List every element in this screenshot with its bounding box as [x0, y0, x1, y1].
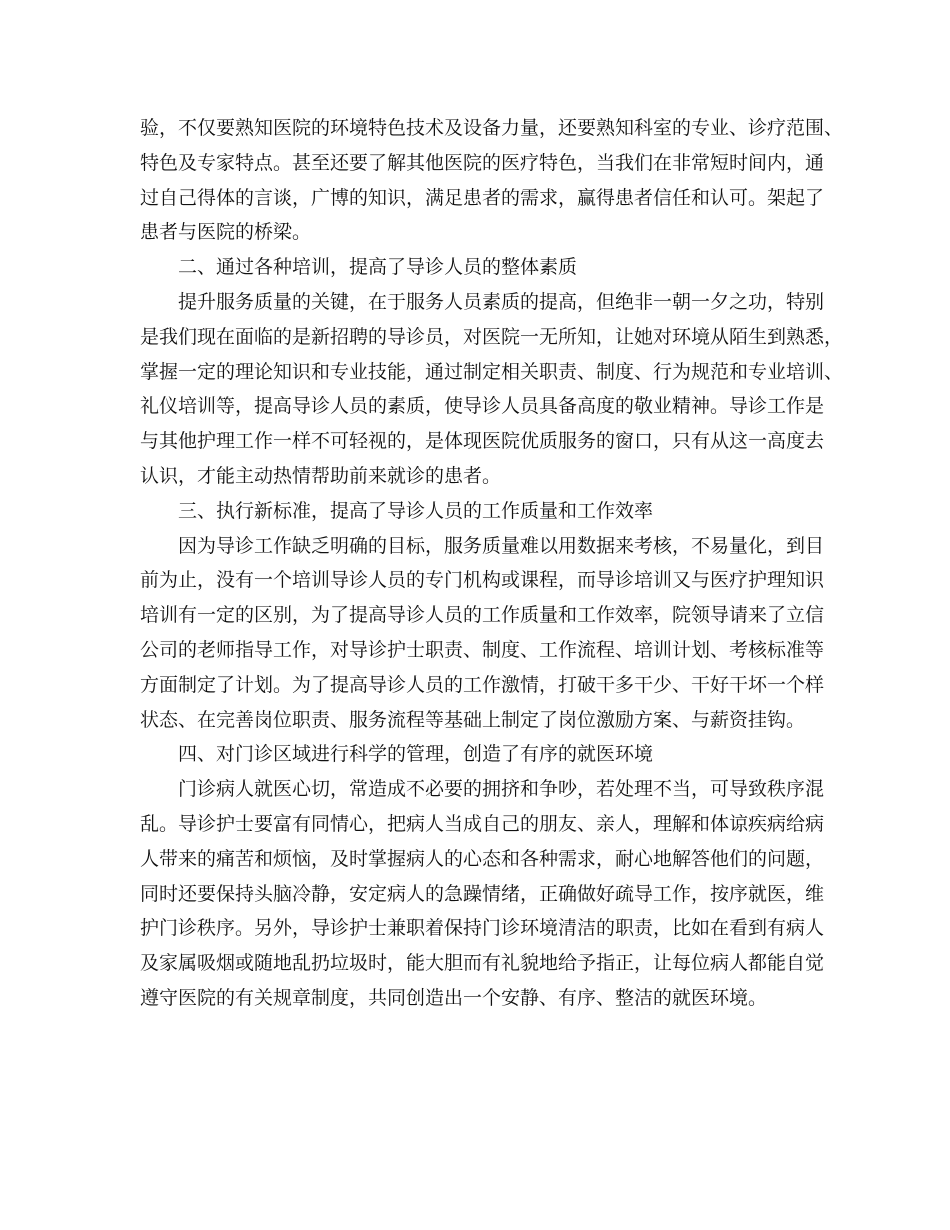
paragraph-start-line: 因为导诊工作缺乏明确的目标，服务质量难以用数据来考核，不易量化，到目 — [178, 534, 825, 557]
text-line: 公司的老师指导工作，对导诊护士职责、制度、工作流程、培训计划、考核标准等 — [140, 638, 825, 661]
text-line: 认识，才能主动热情帮助前来就诊的患者。 — [140, 464, 502, 487]
text-line: 过自己得体的言谈，广博的知识，满足患者的需求，赢得患者信任和认可。架起了 — [140, 186, 825, 209]
paragraph-start-line: 门诊病人就医心切，常造成不必要的拥挤和争吵，若处理不当，可导致秩序混 — [178, 778, 825, 801]
text-line: 患者与医院的桥梁。 — [140, 221, 312, 244]
section-heading-4: 四、对门诊区域进行科学的管理，创造了有序的就医环境 — [178, 743, 654, 766]
section-heading-3: 三、执行新标准，提高了导诊人员的工作质量和工作效率 — [178, 499, 654, 522]
text-line: 是我们现在面临的是新招聘的导诊员，对医院一无所知，让她对环境从陌生到熟悉， — [140, 325, 844, 348]
text-line: 与其他护理工作一样不可轻视的，是体现医院优质服务的窗口，只有从这一高度去 — [140, 430, 825, 453]
text-line: 培训有一定的区别，为了提高导诊人员的工作质量和工作效率，院领导请来了立信 — [140, 604, 825, 627]
text-line: 同时还要保持头脑冷静，安定病人的急躁情绪，正确做好疏导工作，按序就医，维 — [140, 882, 825, 905]
text-line: 掌握一定的理论知识和专业技能，通过制定相关职责、制度、行为规范和专业培训、 — [140, 360, 844, 383]
text-line: 特色及专家特点。甚至还要了解其他医院的医疗特色，当我们在非常短时间内，通 — [140, 151, 825, 174]
text-line: 人带来的痛苦和烦恼，及时掌握病人的心态和各种需求，耐心地解答他们的问题， — [140, 847, 825, 870]
text-line: 礼仪培训等，提高导诊人员的素质，使导诊人员具备高度的敬业精神。导诊工作是 — [140, 395, 825, 418]
text-line: 状态、在完善岗位职责、服务流程等基础上制定了岗位激励方案、与薪资挂钩。 — [140, 708, 806, 731]
text-line: 乱。导诊护士要富有同情心，把病人当成自己的朋友、亲人，理解和体谅疾病给病 — [140, 812, 825, 835]
text-line: 方面制定了计划。为了提高导诊人员的工作激情，打破干多干少、干好干坏一个样 — [140, 673, 825, 696]
text-line: 验，不仅要熟知医院的环境特色技术及设备力量，还要熟知科室的专业、诊疗范围、 — [140, 117, 844, 139]
text-line: 及家属吸烟或随地乱扔垃圾时，能大胆而有礼貌地给予指正，让每位病人都能自觉 — [140, 952, 825, 975]
text-line: 前为止，没有一个培训导诊人员的专门机构或课程，而导诊培训又与医疗护理知识 — [140, 569, 825, 592]
text-line: 遵守医院的有关规章制度，共同创造出一个安静、有序、整洁的就医环境。 — [140, 986, 768, 1009]
body-text — [140, 111, 844, 1016]
paragraph-start-line: 提升服务质量的关键，在于服务人员素质的提高，但绝非一朝一夕之功，特别 — [178, 290, 825, 313]
text-line: 护门诊秩序。另外，导诊护士兼职着保持门诊环境清洁的职责，比如在看到有病人 — [140, 917, 825, 940]
section-heading-2: 二、通过各种培训，提高了导诊人员的整体素质 — [178, 256, 578, 279]
